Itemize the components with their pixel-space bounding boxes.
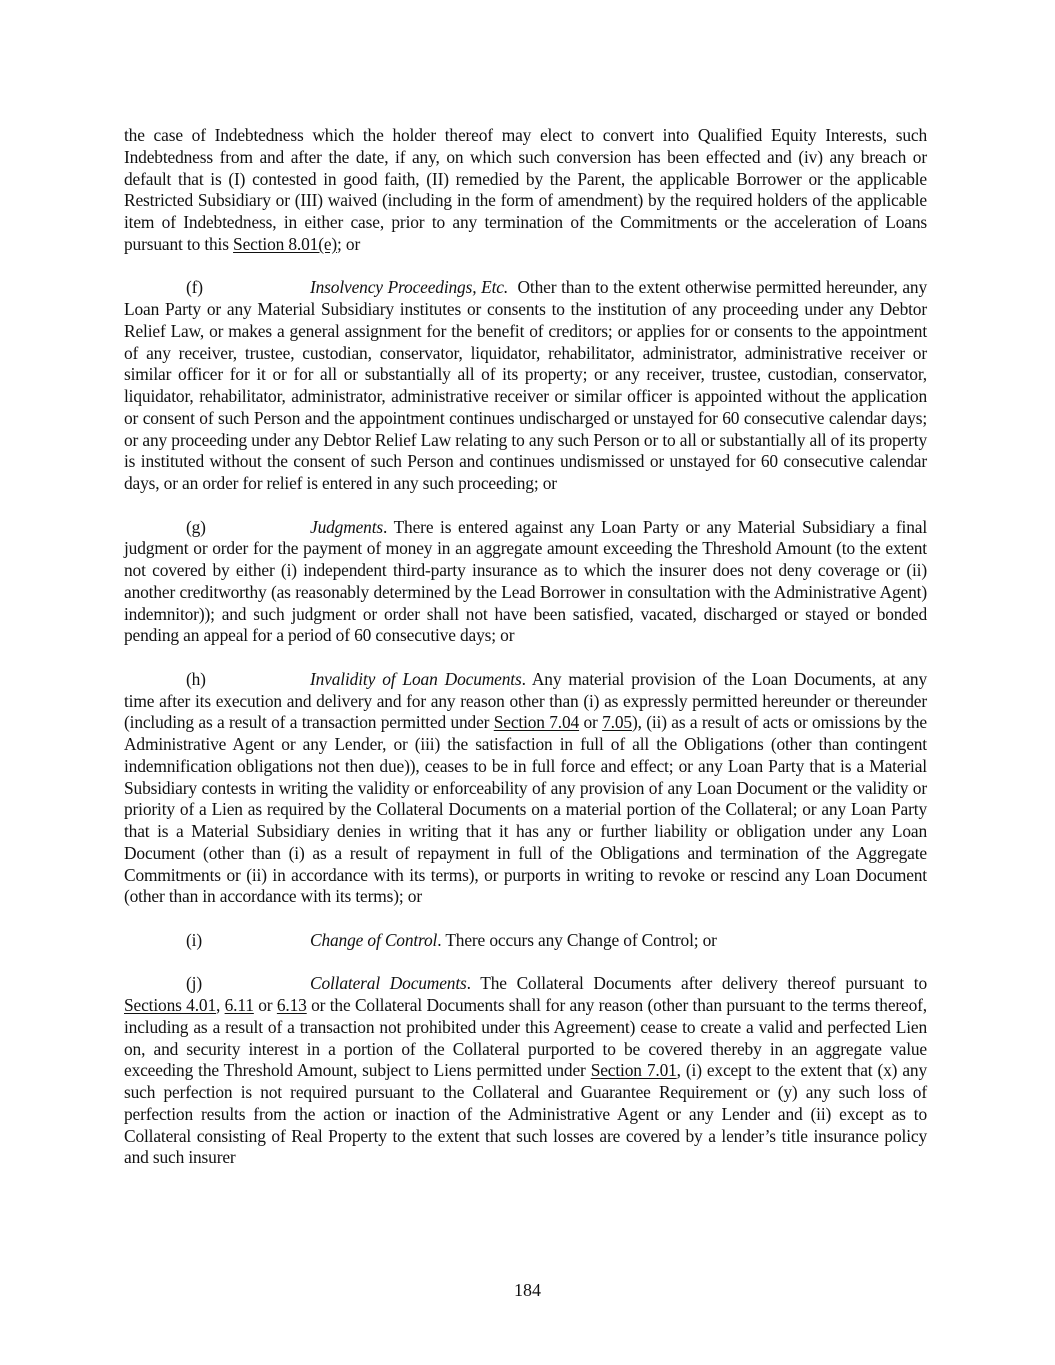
page-number: 184 — [514, 1280, 541, 1300]
item-j-body-1: . The Collateral Documents after delivery thereof pursuant to — [466, 973, 927, 994]
item-f-marker: (f) — [186, 277, 203, 298]
section-7-05-link[interactable]: 7.05 — [602, 712, 632, 733]
section-7-01-link[interactable]: Section 7.01 — [590, 1060, 677, 1081]
section-8-01-e-link[interactable]: Section 8.01(e) — [233, 233, 338, 254]
item-h-heading: Invalidity of Loan Documents — [310, 668, 522, 689]
item-j-body-2: , — [216, 995, 225, 1015]
item-g-heading: Judgments — [310, 516, 384, 537]
item-j-body-3: or — [253, 995, 277, 1015]
item-j-body-5: , (i) except to the extent that (x) any such perfection is not required pursuant to the Collateral and Guarantee Requirement or (y) any such loss of perfection results from the action or inaction of the Administrative Agent or any Lender and (ii) except as to Collateral consisting of Real Property to the extent that such losses are covered by a lender’s title insurance policy and such insurer — [124, 1060, 927, 1168]
section-6-11-link[interactable]: 6.11 — [224, 995, 254, 1015]
item-h-marker: (h) — [186, 668, 206, 689]
section-7-04-link[interactable]: Section 7.04 — [493, 712, 580, 733]
sections-4-01-link[interactable]: Sections 4.01 — [124, 995, 216, 1015]
item-j-marker: (j) — [186, 973, 202, 994]
continuation-paragraph — [124, 125, 927, 256]
item-i-paragraph — [124, 930, 927, 952]
item-f-paragraph — [124, 277, 932, 495]
item-g-paragraph — [124, 517, 927, 648]
item-i-marker: (i) — [186, 929, 202, 950]
item-j-heading: Collateral Documents — [310, 973, 467, 994]
item-g-marker: (g) — [186, 516, 206, 537]
item-j-body-4: or the Collateral Documents shall for any reason (other than pursuant to the terms thereof, including as a result of a transaction not prohibited under this Agreement) cease to create a valid and perfected Lien on, and security interest in a portion of the Collateral purported to be covered thereby in an aggregate value exceeding the Threshold Amount, subject to Liens permitted under — [124, 995, 927, 1081]
document-page — [124, 125, 932, 1191]
item-i-heading: Change of Control — [310, 929, 438, 950]
item-i-body: . There occurs any Change of Control; or — [437, 929, 717, 950]
item-j-paragraph — [124, 973, 927, 1169]
continuation-tail: ; or — [337, 233, 361, 254]
section-6-13-link[interactable]: 6.13 — [276, 995, 307, 1015]
item-h-body-1: . Any material provision of the Loan Documents, at any time after its execution and delivery and for any reason other than (i) as expressly permitted hereunder or thereunder (including as a result of a transaction permitted under — [124, 668, 927, 733]
item-f-body: Other than to the extent otherwise permitted hereunder, any Loan Party or any Material Subsidiary institutes or consents to the institution of any proceeding under any Debtor Relief Law, or makes a general assignment for the benefit of creditors; or applies for or consents to the appointment of any receiver, trustee, custodian, conservator, liquidator, rehabilitator, administrator, administrative receiver or similar officer for it or for all or substantially all of its property; or any receiver, trustee, custodian, conservator, liquidator, rehabilitator, administrator, administrative receiver or similar officer is appointed without the application or consent of such Person and the appointment continues undischarged or unstayed for 60 consecutive calendar days; or any proceeding under any Debtor Relief Law relating to any such Person or to all or substantially all of its property is instituted without the consent of such Person and continues undismissed or unstayed for 60 consecutive calendar days, or an order for relief is entered in any such proceeding; or — [124, 277, 932, 493]
item-f-heading: Insolvency Proceedings, Etc. — [310, 277, 509, 298]
item-h-body-2: or — [579, 712, 603, 733]
continuation-text: the case of Indebtedness which the holder thereof may elect to convert into Qualified Equity Interests, such Indebtedness from and after the date, if any, on which such conversion has been effected and (iv) any breach or default that is (I) contested in good faith, (II) remedied by the Parent, the applicable Borrower or the applicable Restricted Subsidiary or (III) waived (including in the form of amendment) by the required holders of the applicable item of Indebtedness, in either case, prior to any termination of the Commitments or the acceleration of Loans pursuant to this — [124, 125, 927, 254]
item-h-body-3: ), (ii) as a result of acts or omissions by the Administrative Agent or any Lender, or (iii) the satisfaction in full of all the Obligations (other than contingent indemnification obligations not then due)), ceases to be in full force and effect; or any Loan Party that is a Material Subsidiary contests in writing the validity or enforceability of any provision of any Loan Document or the validity or priority of a Lien as required by the Collateral Documents on a material portion of the Collateral; or any Loan Party that is a Material Subsidiary denies in writing that it has any or further liability or obligation under any Loan Document (other than (i) as a result of repayment in full of the Obligations and termination of the Aggregate Commitments or (ii) in accordance with its terms), or purports in writing to revoke or rescind any Loan Document (other than in accordance with its terms); or — [124, 712, 927, 907]
item-g-body: . There is entered against any Loan Party or any Material Subsidiary a final judgment or order for the payment of money in an aggregate amount exceeding the Threshold Amount (to the extent not covered by either (i) independent third-party insurance as to which the insurer does not deny coverage or (ii) another creditworthy (as reasonably determined by the Lead Borrower in consultation with the Administrative Agent) indemnitor)); and such judgment or order shall not have been satisfied, vacated, discharged or stayed or bonded pending an appeal for a period of 60 consecutive days; or — [124, 516, 927, 646]
item-h-paragraph — [124, 669, 927, 908]
